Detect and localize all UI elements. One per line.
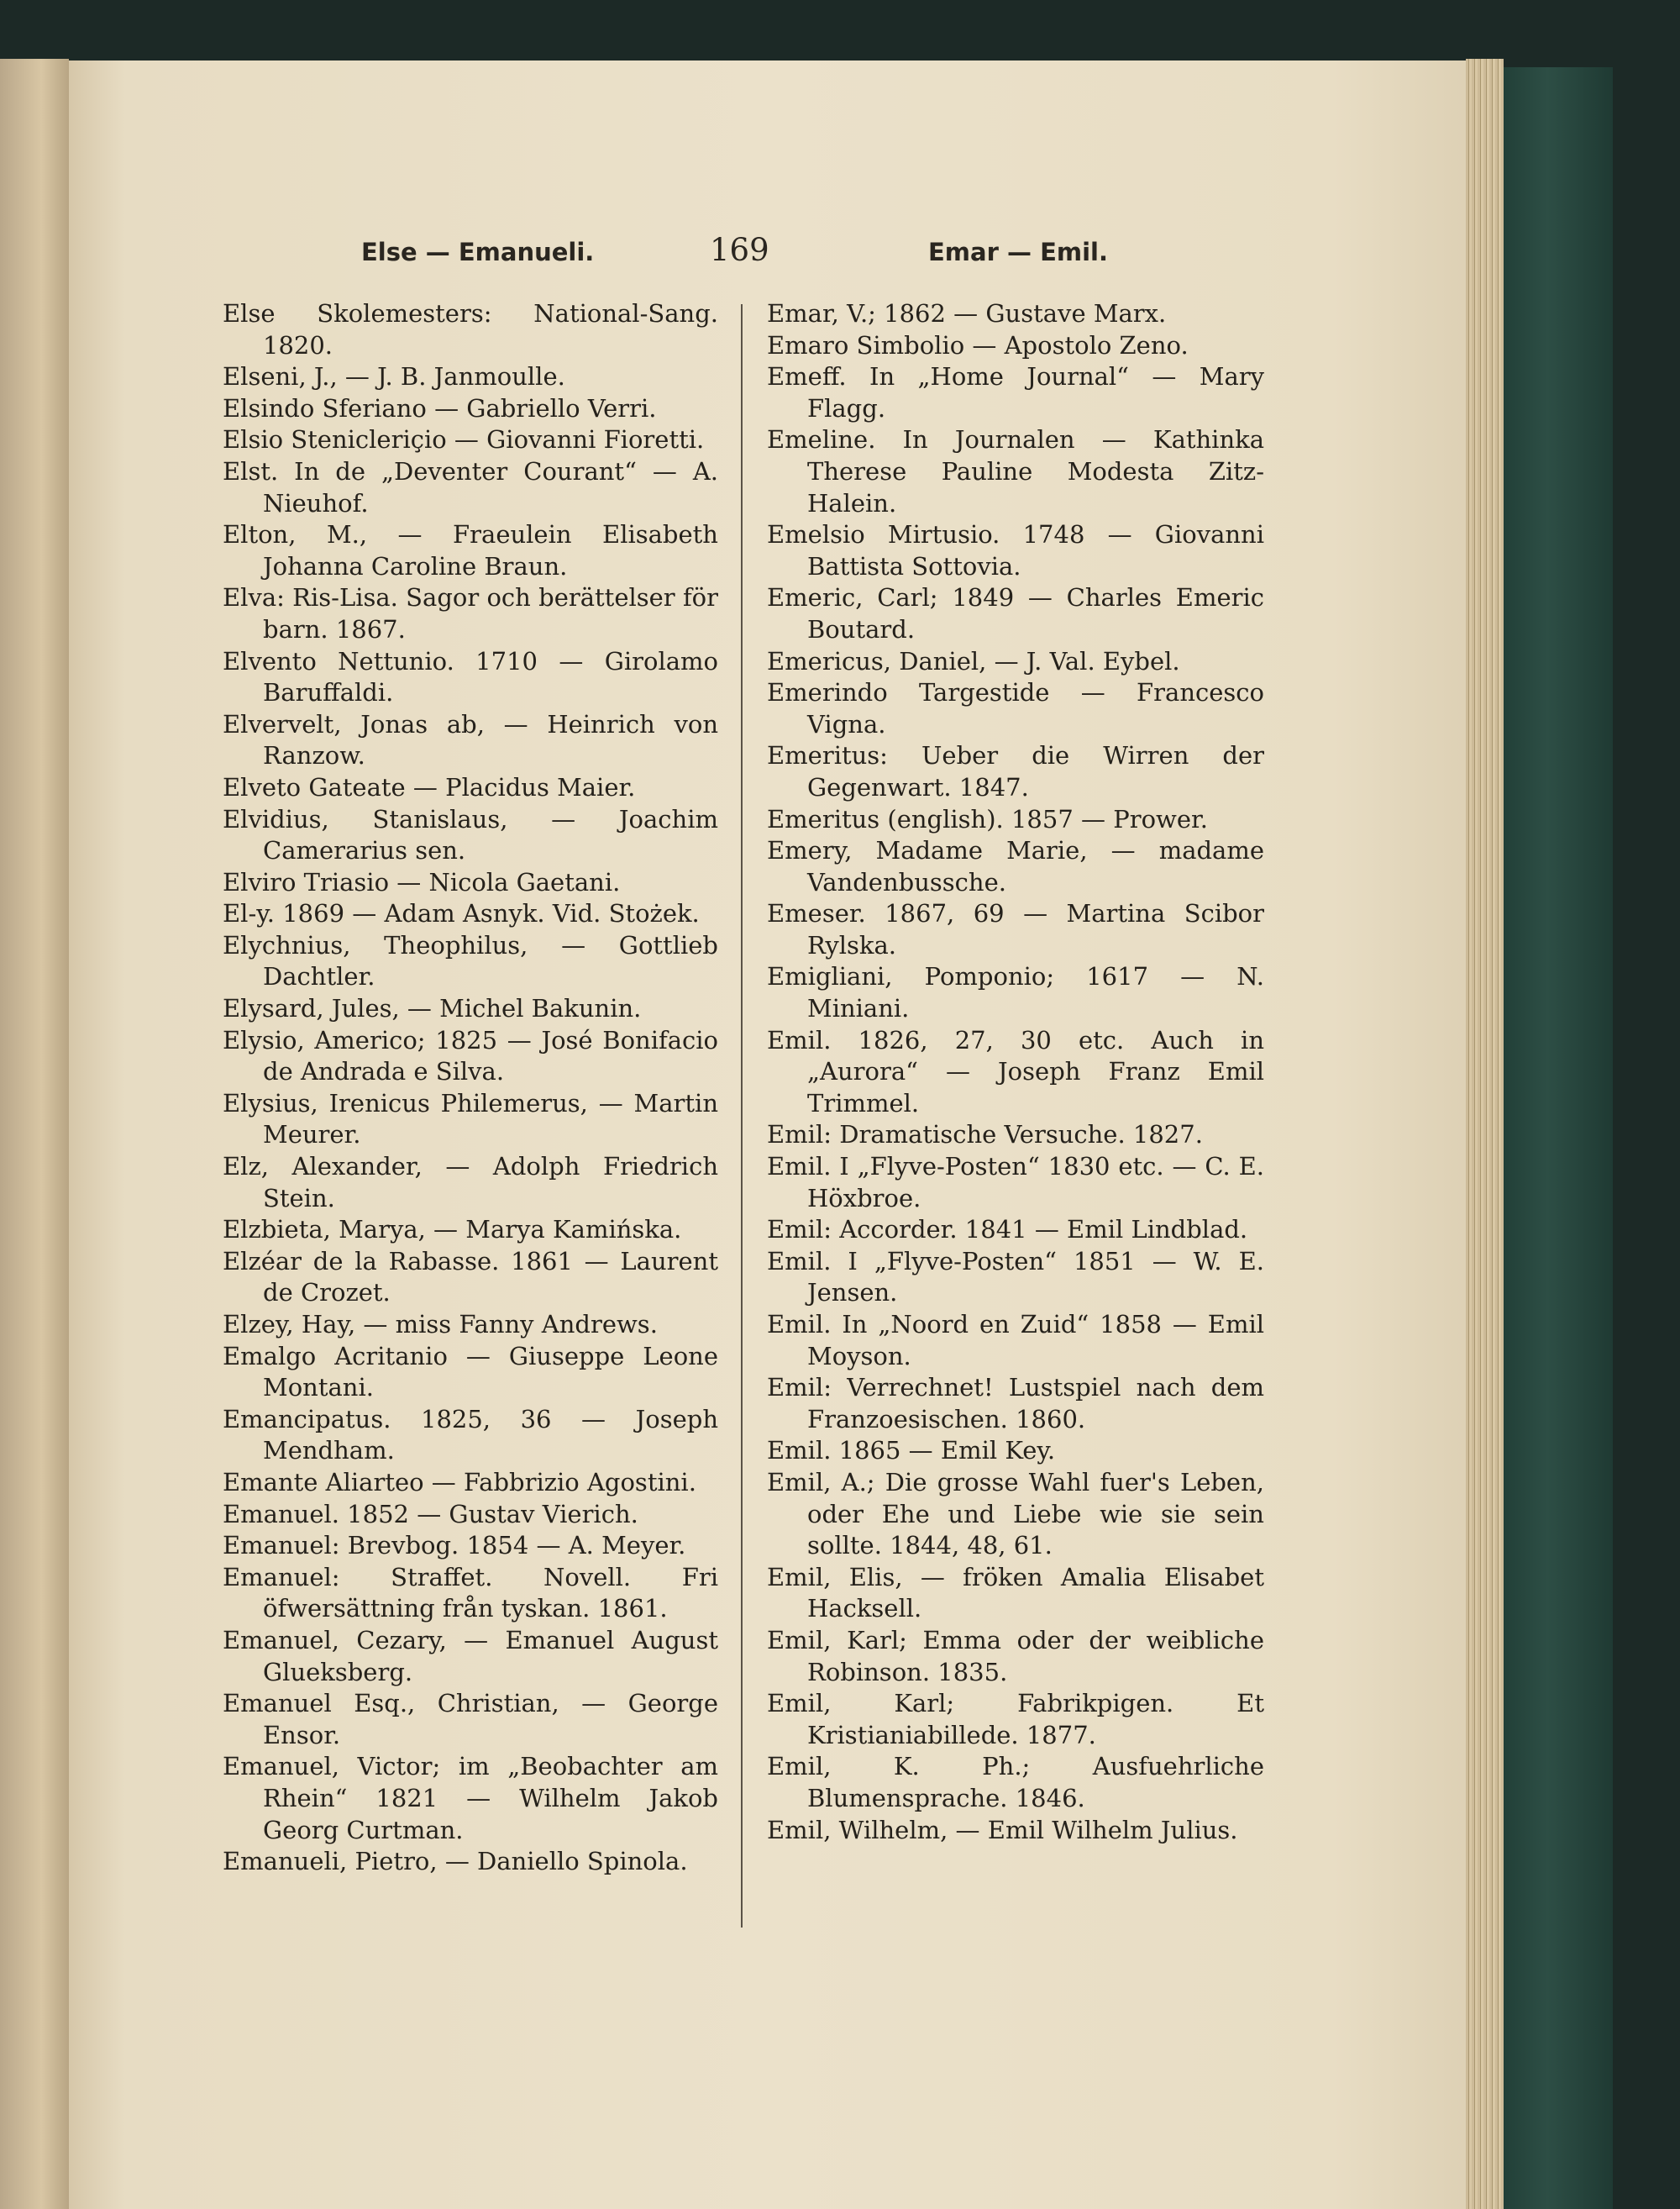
entry: Emanuel: Brevbog. 1854 — A. Meyer. — [223, 1531, 686, 1560]
entry: Elysard, Jules, — Michel Bakunin. — [223, 994, 642, 1023]
entry: Emil. 1865 — Emil Key. — [767, 1436, 1056, 1465]
entry: Emanueli, Pietro, — Daniello Spinola. — [223, 1847, 688, 1876]
entry: Emil, Karl; Emma oder der weibliche Robinson. 1835. — [767, 1625, 1264, 1686]
entry: Emil, A.; Die grosse Wahl fuer's Leben, oder Ehe und Liebe wie sie sein sollte. 1844, 48, 61. — [767, 1467, 1264, 1560]
entry: Elvervelt, Jonas ab, — Heinrich von Ranzow. — [223, 709, 718, 771]
entry: Elz, Alexander, — Adolph Friedrich Stein. — [223, 1152, 718, 1212]
entry: Elysio, Americo; 1825 — José Bonifacio de Andrada e Silva. — [223, 1025, 718, 1086]
entry: Emalgo Acritanio — Giuseppe Leone Montani. — [223, 1341, 718, 1402]
entry: Elvidius, Stanislaus, — Joachim Camerarius sen. — [223, 804, 718, 865]
entry: Emanuel: Straffet. Novell. Fri öfwersättning från tyskan. 1861. — [223, 1562, 718, 1623]
entry: Elsindo Sferiano — Gabriello Verri. — [223, 393, 657, 423]
entry: Elychnius, Theophilus, — Gottlieb Dachtler. — [223, 930, 718, 991]
entry: Emeser. 1867, 69 — Martina Scibor Rylska. — [767, 899, 1264, 960]
entry: Else Skolemesters: National-Sang. 1820. — [223, 299, 718, 360]
entry: El-y. 1869 — Adam Asnyk. Vid. Stożek. — [223, 899, 700, 928]
entry: Emil. I „Flyve-Posten“ 1851 — W. E. Jensen. — [767, 1246, 1264, 1307]
running-head-right: Emar — Emil. — [928, 238, 1109, 266]
entry: Emeline. In Journalen — Kathinka Therese Pauline Modesta Zitz-Halein. — [767, 425, 1264, 518]
page-number: 169 — [710, 232, 769, 268]
entry: Elton, M., — Fraeulein Elisabeth Johanna Caroline Braun. — [223, 520, 718, 581]
entry: Emanuel Esq., Christian, — George Ensor. — [223, 1689, 718, 1749]
entry: Elzbieta, Marya, — Marya Kamińska. — [223, 1215, 682, 1244]
entry: Emil: Accorder. 1841 — Emil Lindblad. — [767, 1215, 1248, 1244]
entry: Elviro Triasio — Nicola Gaetani. — [223, 867, 621, 897]
entry: Elvento Nettunio. 1710 — Girolamo Baruffaldi. — [223, 646, 718, 707]
entry: Emerindo Targestide — Francesco Vigna. — [767, 678, 1264, 739]
entry: Elveto Gateate — Placidus Maier. — [223, 772, 636, 802]
entry: Emil. In „Noord en Zuid“ 1858 — Emil Moyson. — [767, 1310, 1264, 1370]
right-column — [767, 298, 1264, 1846]
entry: Emil. 1826, 27, 30 etc. Auch in „Aurora“ — Joseph Franz Emil Trimmel. — [767, 1025, 1264, 1118]
entry: Emanuel. 1852 — Gustav Vierich. — [223, 1499, 638, 1528]
entry: Emaro Simbolio — Apostolo Zeno. — [767, 330, 1189, 360]
entry: Emanuel, Victor; im „Beobachter am Rhein“ 1821 — Wilhelm Jakob Georg Curtman. — [223, 1752, 718, 1844]
entry: Emigliani, Pomponio; 1617 — N. Miniani. — [767, 962, 1264, 1023]
entry: Elseni, J., — J. B. Janmoulle. — [223, 362, 565, 392]
entry: Emil, Wilhelm, — Emil Wilhelm Julius. — [767, 1815, 1238, 1844]
entry: Emil: Verrechnet! Lustspiel nach dem Franzoesischen. 1860. — [767, 1373, 1264, 1433]
entry: Elzey, Hay, — miss Fanny Andrews. — [223, 1310, 658, 1339]
entry: Elysius, Irenicus Philemerus, — Martin Meurer. — [223, 1088, 718, 1149]
entry: Emar, V.; 1862 — Gustave Marx. — [767, 299, 1167, 328]
entry: Emeff. In „Home Journal“ — Mary Flagg. — [767, 362, 1264, 423]
entry: Elsio Stenicleriçio — Giovanni Fioretti. — [223, 425, 705, 455]
facing-page-edge — [0, 59, 69, 2209]
running-head-left: Else — Emanueli. — [361, 238, 595, 266]
book-cover — [1504, 67, 1613, 2209]
entry: Emeritus (english). 1857 — Prower. — [767, 804, 1208, 834]
entry: Emelsio Mirtusio. 1748 — Giovanni Battista Sottovia. — [767, 520, 1264, 581]
entry: Emeritus: Ueber die Wirren der Gegenwart. 1847. — [767, 741, 1264, 802]
entry: Emil. I „Flyve-Posten“ 1830 etc. — C. E. Höxbroe. — [767, 1152, 1264, 1212]
column-rule — [741, 304, 743, 1928]
entry: Emanuel, Cezary, — Emanuel August Glueksberg. — [223, 1625, 718, 1686]
entry: Emil, Elis, — fröken Amalia Elisabet Hacksell. — [767, 1562, 1264, 1623]
entry: Emil: Dramatische Versuche. 1827. — [767, 1120, 1203, 1149]
entry: Emeric, Carl; 1849 — Charles Emeric Boutard. — [767, 583, 1264, 644]
entry: Elzéar de la Rabasse. 1861 — Laurent de Crozet. — [223, 1246, 718, 1307]
left-column — [223, 298, 718, 1878]
entry: Elst. In de „Deventer Courant“ — A. Nieuhof. — [223, 456, 718, 518]
entry: Emil, K. Ph.; Ausfuehrliche Blumensprache. 1846. — [767, 1752, 1264, 1812]
page-block-edge — [1466, 59, 1504, 2209]
entry: Emery, Madame Marie, — madame Vandenbussche. — [767, 836, 1264, 897]
entry: Emancipatus. 1825, 36 — Joseph Mendham. — [223, 1404, 718, 1465]
entry: Emericus, Daniel, — J. Val. Eybel. — [767, 646, 1180, 676]
entry: Emil, Karl; Fabrikpigen. Et Kristianiabillede. 1877. — [767, 1689, 1264, 1749]
entry: Elva: Ris-Lisa. Sagor och berättelser för barn. 1867. — [223, 583, 718, 644]
entry: Emante Aliarteo — Fabbrizio Agostini. — [223, 1467, 696, 1496]
